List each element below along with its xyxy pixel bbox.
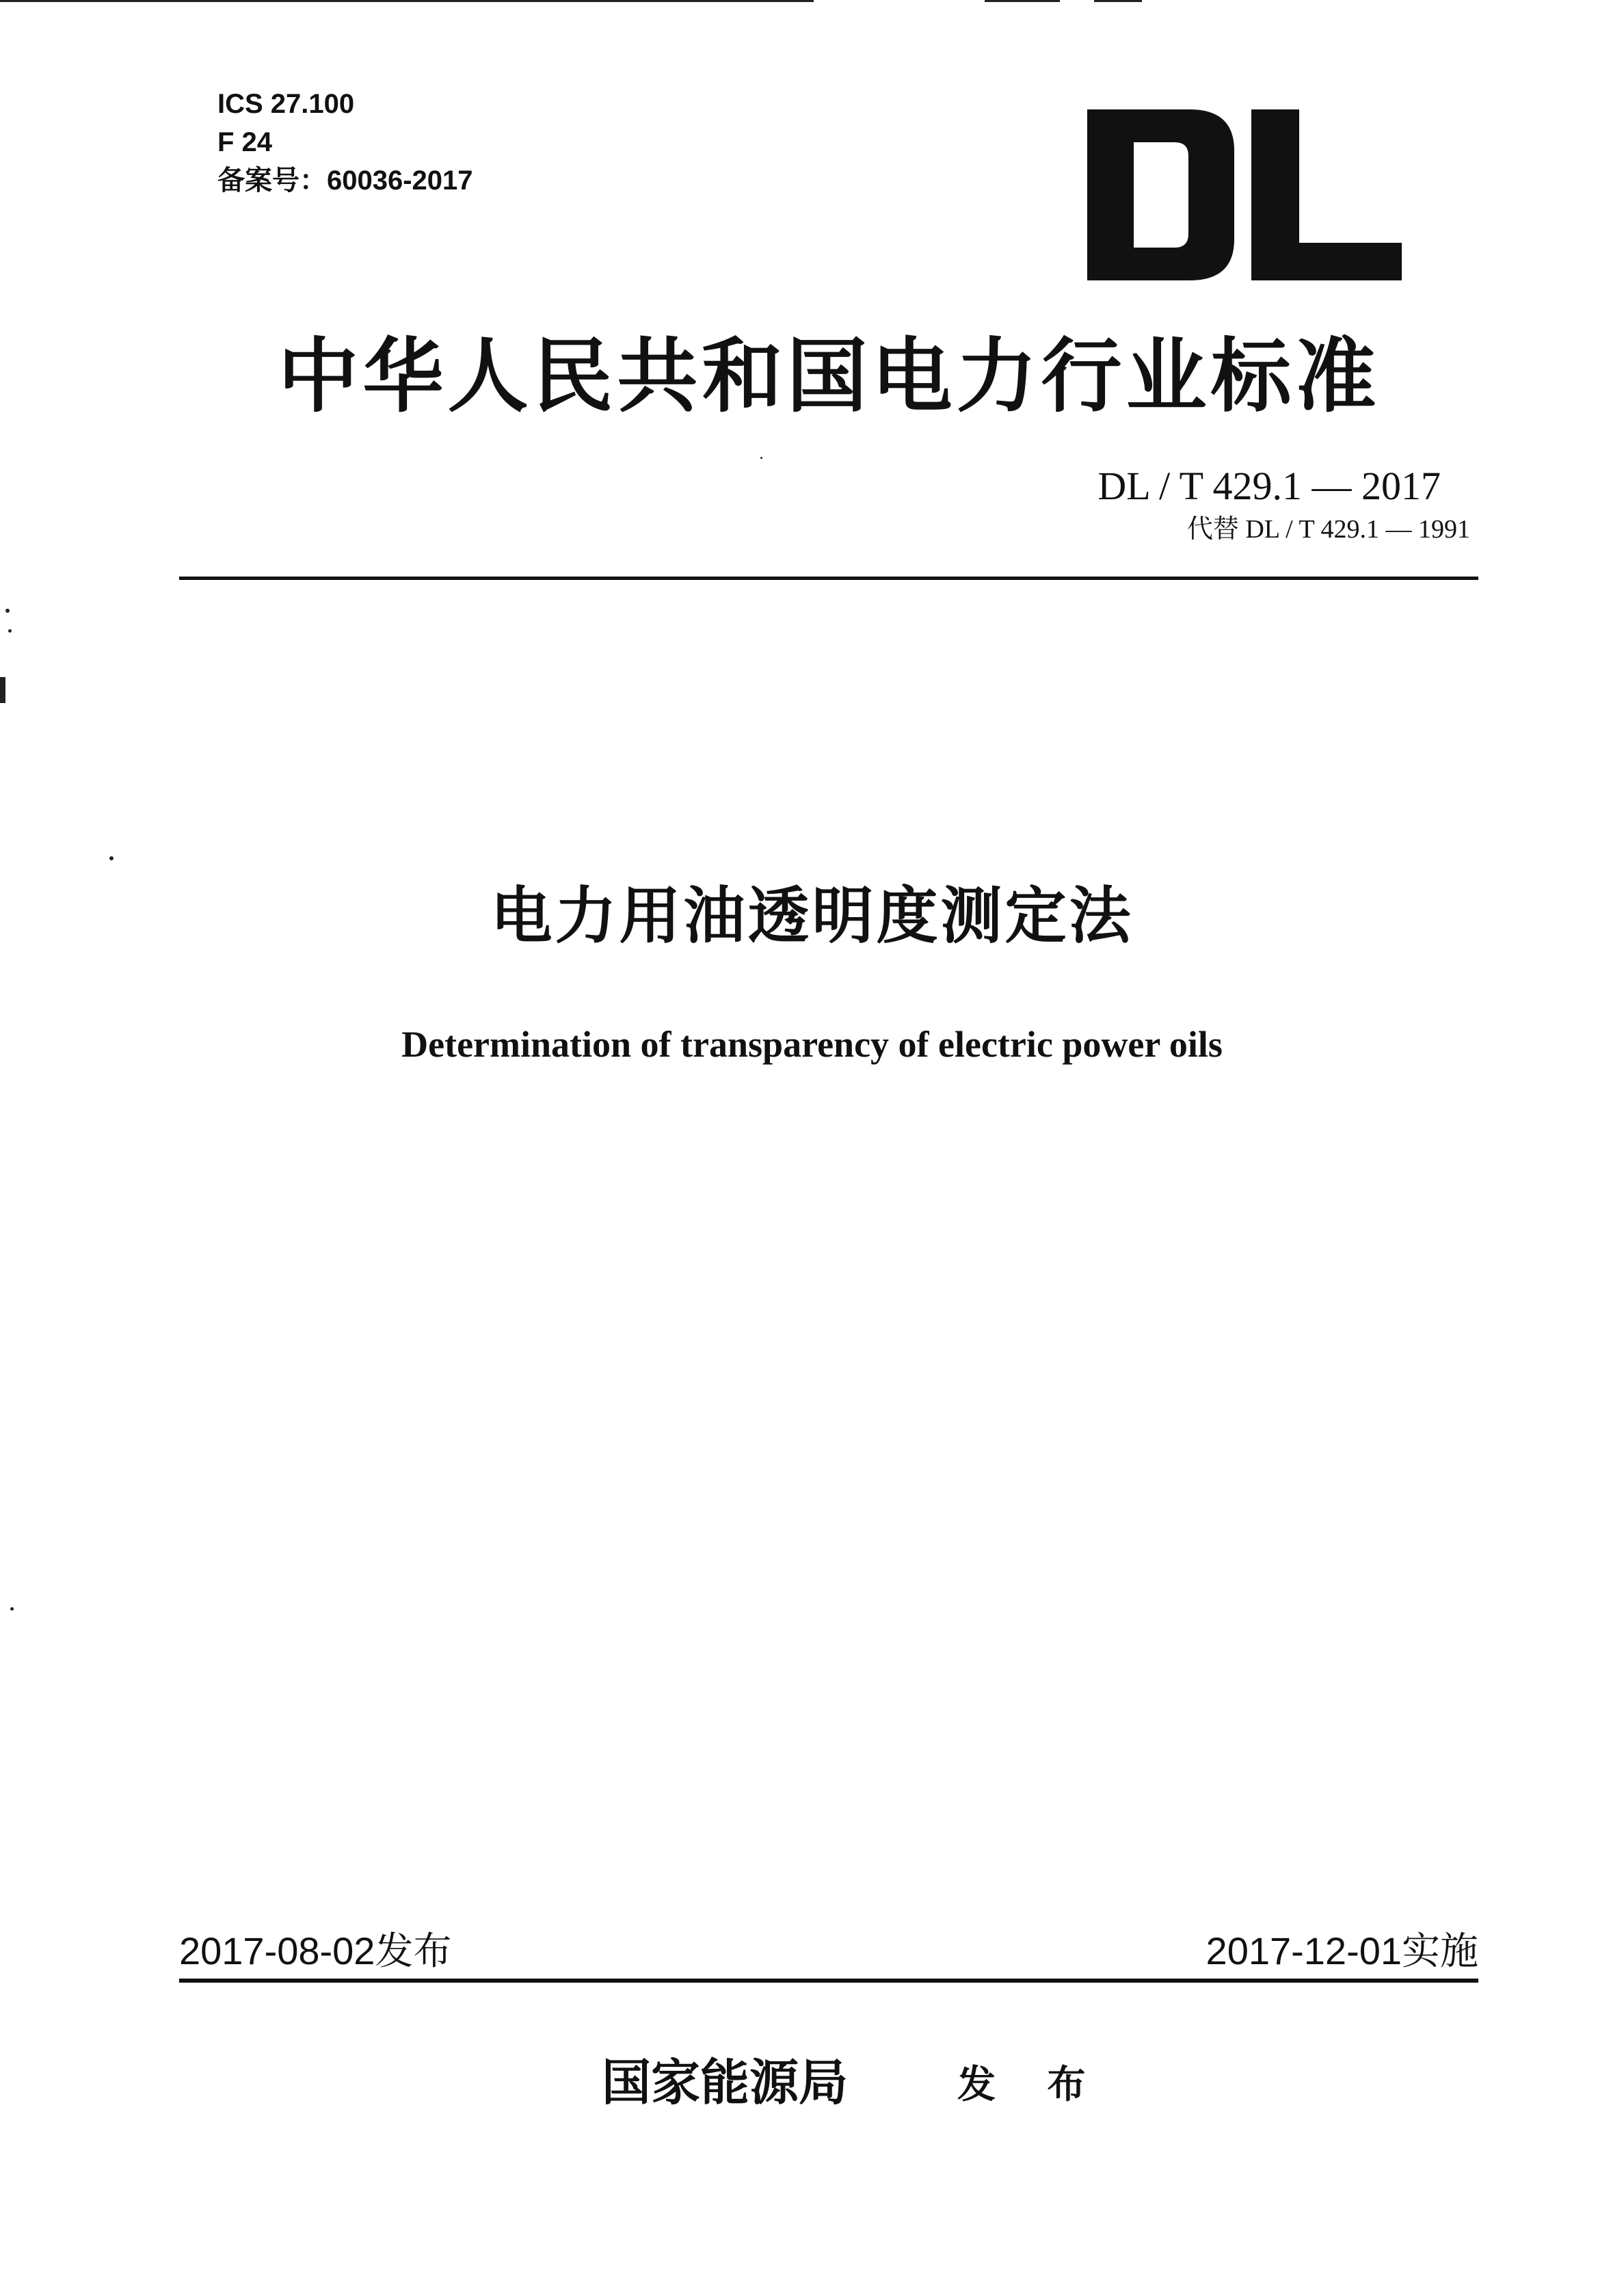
title-chinese: 电力用油透明度测定法 [490,880,1134,952]
publisher-action: 发 布 [957,2062,1105,2107]
issue-date: 2017-08-02发布 [179,1929,452,1972]
record-number: 备案号：60036-2017 [217,166,473,196]
publisher-name: 国家能源局 [602,2053,849,2111]
scan-speck [109,856,114,860]
clc-code: F 24 [217,127,273,157]
scan-edge-line [0,0,814,2]
top-divider [179,577,1478,580]
implementation-date: 2017-12-01实施 [1206,1929,1478,1972]
ics-code: ICS 27.100 [217,89,355,119]
dl-logo [1087,109,1402,280]
scan-speck [5,609,10,613]
scan-edge-dash [985,0,1060,2]
scan-speck [10,1607,14,1611]
scan-edge-dash [1094,0,1142,2]
scan-speck [8,629,12,633]
standard-number: DL / T 429.1 — 2017 [1097,464,1441,508]
replaces-standard: 代替 DL / T 429.1 — 1991 [1186,515,1470,544]
title-english: Determination of transparency of electric power oils [401,1024,1223,1065]
scan-speck [0,677,5,703]
standard-heading: 中华人民共和国电力行业标准 [278,328,1381,423]
bottom-divider [179,1979,1478,1983]
scan-speck [760,457,762,459]
